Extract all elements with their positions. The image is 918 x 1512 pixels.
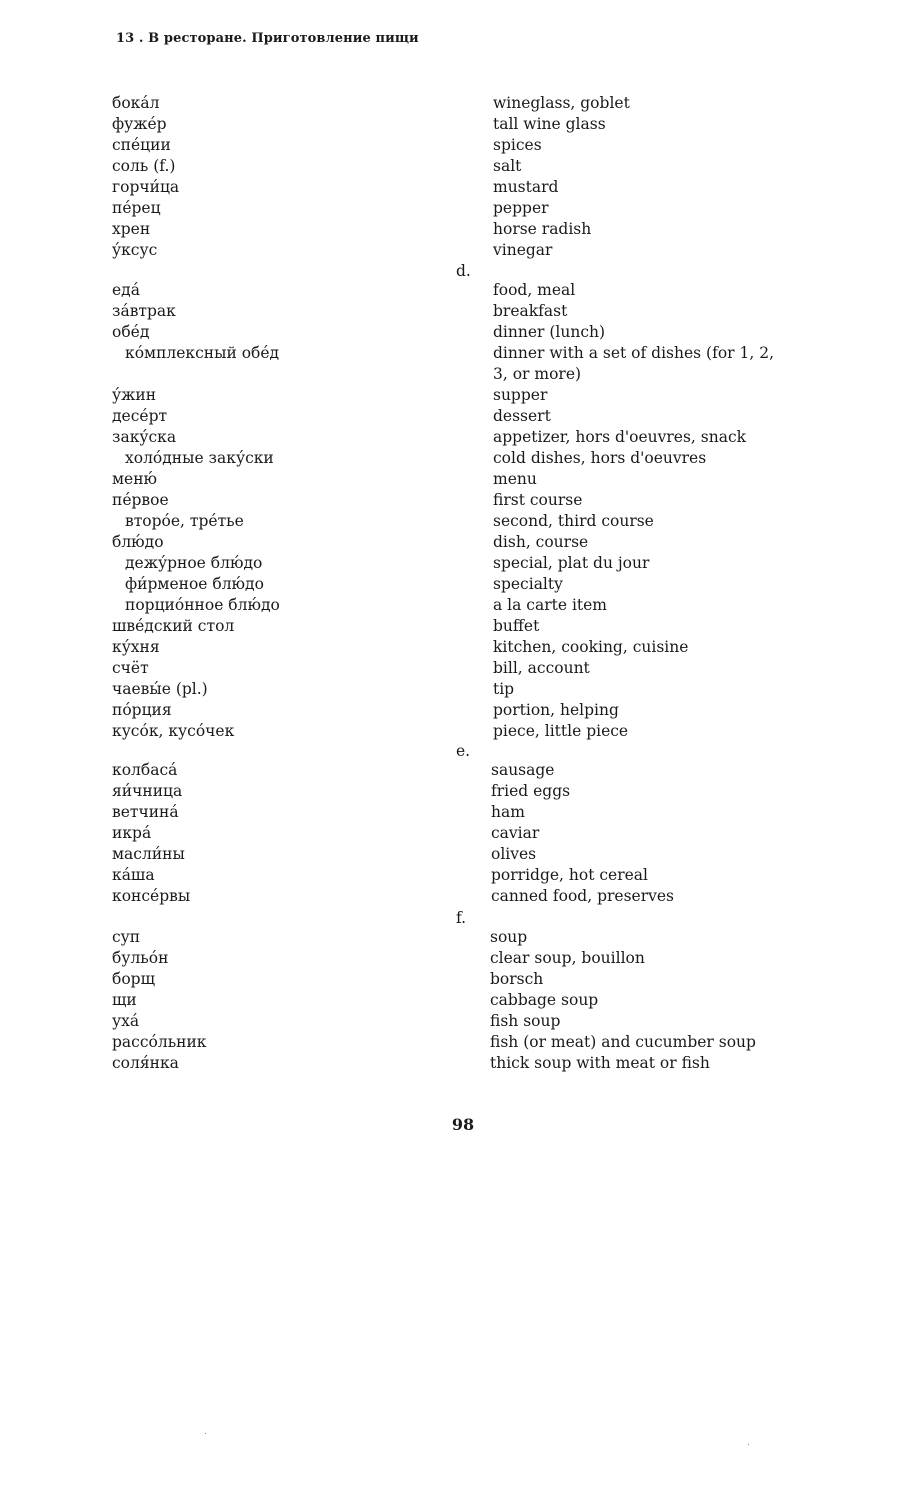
vocab-entry <box>0 637 918 658</box>
vocab-entry <box>0 1053 918 1074</box>
english-translation: tall wine glass <box>493 115 606 133</box>
english-translation: kitchen, cooking, cuisine <box>493 638 689 656</box>
russian-term: по́рция <box>112 701 172 719</box>
russian-term: у́ксус <box>112 241 158 259</box>
vocab-entry <box>0 721 918 742</box>
vocab-entry <box>0 948 918 969</box>
english-translation: mustard <box>493 178 559 196</box>
russian-term: спе́ции <box>112 136 171 154</box>
russian-term: блю́до <box>112 533 164 551</box>
vocab-entry <box>0 177 918 198</box>
russian-term: шве́дский стол <box>112 617 235 635</box>
english-translation: breakfast <box>493 302 568 320</box>
vocab-entry <box>0 1032 918 1053</box>
russian-term: меню́ <box>112 470 158 488</box>
russian-term: хрен <box>112 220 151 238</box>
russian-term: кусо́к, кусо́чек <box>112 722 235 740</box>
english-translation: dinner with a set of dishes (for 1, 2, <box>493 344 774 362</box>
russian-term: счёт <box>112 659 149 677</box>
english-translation: food, meal <box>493 281 576 299</box>
vocab-entry <box>0 844 918 865</box>
english-translation: spices <box>493 136 542 154</box>
russian-term: ка́ша <box>112 866 155 884</box>
english-translation: tip <box>493 680 515 698</box>
section-marker: d. <box>456 262 471 280</box>
russian-term: масли́ны <box>112 845 185 863</box>
russian-term: ко́мплексный обе́д <box>125 344 280 362</box>
section-marker: e. <box>456 742 471 760</box>
vocab-entry <box>0 343 918 364</box>
vocab-entry <box>0 969 918 990</box>
russian-term: бульо́н <box>112 949 169 967</box>
english-translation: cold dishes, hors d'oeuvres <box>493 449 707 467</box>
russian-term: консе́рвы <box>112 887 191 905</box>
english-translation: thick soup with meat or fish <box>490 1054 710 1072</box>
russian-term: горчи́ца <box>112 178 180 196</box>
russian-term: десе́рт <box>112 407 168 425</box>
english-translation: portion, helping <box>493 701 619 719</box>
russian-term: ку́хня <box>112 638 160 656</box>
english-translation: supper <box>493 386 548 404</box>
vocab-entry <box>0 198 918 219</box>
russian-term: соль (f.) <box>112 157 176 175</box>
vocab-entry <box>0 114 918 135</box>
english-translation: porridge, hot cereal <box>491 866 649 884</box>
vocab-entry <box>0 553 918 574</box>
english-translation: fish soup <box>490 1012 561 1030</box>
vocab-entry <box>0 990 918 1011</box>
english-translation: borsch <box>490 970 544 988</box>
english-translation: fish (or meat) and cucumber soup <box>490 1033 756 1051</box>
english-translation: horse radish <box>493 220 592 238</box>
english-translation: dinner (lunch) <box>493 323 606 341</box>
vocab-entry <box>0 240 918 261</box>
english-translation: 3, or more) <box>493 365 582 383</box>
russian-term: пе́рец <box>112 199 161 217</box>
vocab-entry <box>0 1011 918 1032</box>
russian-term: второ́е, тре́тье <box>125 512 244 530</box>
russian-term: заку́ска <box>112 428 177 446</box>
vocab-entry <box>0 156 918 177</box>
vocab-entry <box>0 406 918 427</box>
russian-term: фи́рменое блю́до <box>125 575 264 593</box>
scan-speck <box>748 1444 749 1445</box>
vocab-entry <box>0 280 918 301</box>
english-translation: appetizer, hors d'oeuvres, snack <box>493 428 747 446</box>
russian-term: уха́ <box>112 1012 140 1030</box>
english-translation: buffet <box>493 617 540 635</box>
russian-term: суп <box>112 928 141 946</box>
english-translation: special, plat du jour <box>493 554 650 572</box>
english-translation: salt <box>493 157 522 175</box>
english-translation: specialty <box>493 575 563 593</box>
english-translation: vinegar <box>493 241 553 259</box>
russian-term: порцио́нное блю́до <box>125 596 280 614</box>
russian-term: чаевы́е (pl.) <box>112 680 208 698</box>
english-translation: dessert <box>493 407 551 425</box>
vocab-entry <box>0 135 918 156</box>
vocab-entry <box>0 679 918 700</box>
vocab-entry <box>0 823 918 844</box>
vocab-entry <box>0 927 918 948</box>
russian-term: у́жин <box>112 386 157 404</box>
russian-term: яи́чница <box>112 782 183 800</box>
vocab-entry <box>0 595 918 616</box>
russian-term: бока́л <box>112 94 160 112</box>
russian-term: щи <box>112 991 137 1009</box>
vocab-entry <box>0 322 918 343</box>
english-translation: a la carte item <box>493 596 608 614</box>
english-translation: menu <box>493 470 537 488</box>
russian-term: икра́ <box>112 824 152 842</box>
vocab-entry <box>0 448 918 469</box>
english-translation: canned food, preserves <box>491 887 675 905</box>
english-translation: olives <box>491 845 537 863</box>
scan-speck <box>205 1433 206 1434</box>
english-translation: ham <box>491 803 525 821</box>
vocab-entry <box>0 616 918 637</box>
english-translation: piece, little piece <box>493 722 629 740</box>
russian-term: колбаса́ <box>112 761 178 779</box>
vocab-entry <box>0 511 918 532</box>
vocab-entry <box>0 802 918 823</box>
vocab-entry <box>0 700 918 721</box>
vocab-entry <box>0 490 918 511</box>
vocab-entry <box>0 532 918 553</box>
russian-term: рассо́льник <box>112 1033 207 1051</box>
english-translation: bill, account <box>493 659 590 677</box>
english-translation: soup <box>490 928 528 946</box>
vocab-entry-continued <box>0 364 918 385</box>
russian-term: борщ <box>112 970 155 988</box>
english-translation: fried eggs <box>491 782 571 800</box>
vocab-entry <box>0 886 918 907</box>
section-marker: f. <box>456 909 467 927</box>
russian-term: фуже́р <box>112 115 167 133</box>
vocab-entry <box>0 301 918 322</box>
vocab-entry <box>0 574 918 595</box>
page-number: 98 <box>451 1115 475 1134</box>
vocab-entry <box>0 385 918 406</box>
english-translation: clear soup, bouillon <box>490 949 645 967</box>
english-translation: sausage <box>491 761 555 779</box>
vocab-entry <box>0 865 918 886</box>
russian-term: еда́ <box>112 281 140 299</box>
english-translation: second, third course <box>493 512 654 530</box>
russian-term: ветчина́ <box>112 803 179 821</box>
russian-term: обе́д <box>112 323 150 341</box>
running-header: 13 . В ресторане. Приготовление пищи <box>116 31 419 46</box>
vocab-entry <box>0 781 918 802</box>
english-translation: cabbage soup <box>490 991 599 1009</box>
vocab-entry <box>0 469 918 490</box>
vocab-entry <box>0 658 918 679</box>
vocab-entry <box>0 219 918 240</box>
russian-term: холо́дные заку́ски <box>125 449 274 467</box>
russian-term: соля́нка <box>112 1054 179 1072</box>
vocab-entry <box>0 760 918 781</box>
russian-term: пе́рвое <box>112 491 169 509</box>
english-translation: caviar <box>491 824 540 842</box>
english-translation: pepper <box>493 199 549 217</box>
vocab-entry <box>0 427 918 448</box>
english-translation: wineglass, goblet <box>493 94 630 112</box>
russian-term: дежу́рное блю́до <box>125 554 263 572</box>
english-translation: first course <box>493 491 583 509</box>
vocab-entry <box>0 93 918 114</box>
english-translation: dish, course <box>493 533 589 551</box>
russian-term: за́втрак <box>112 302 176 320</box>
